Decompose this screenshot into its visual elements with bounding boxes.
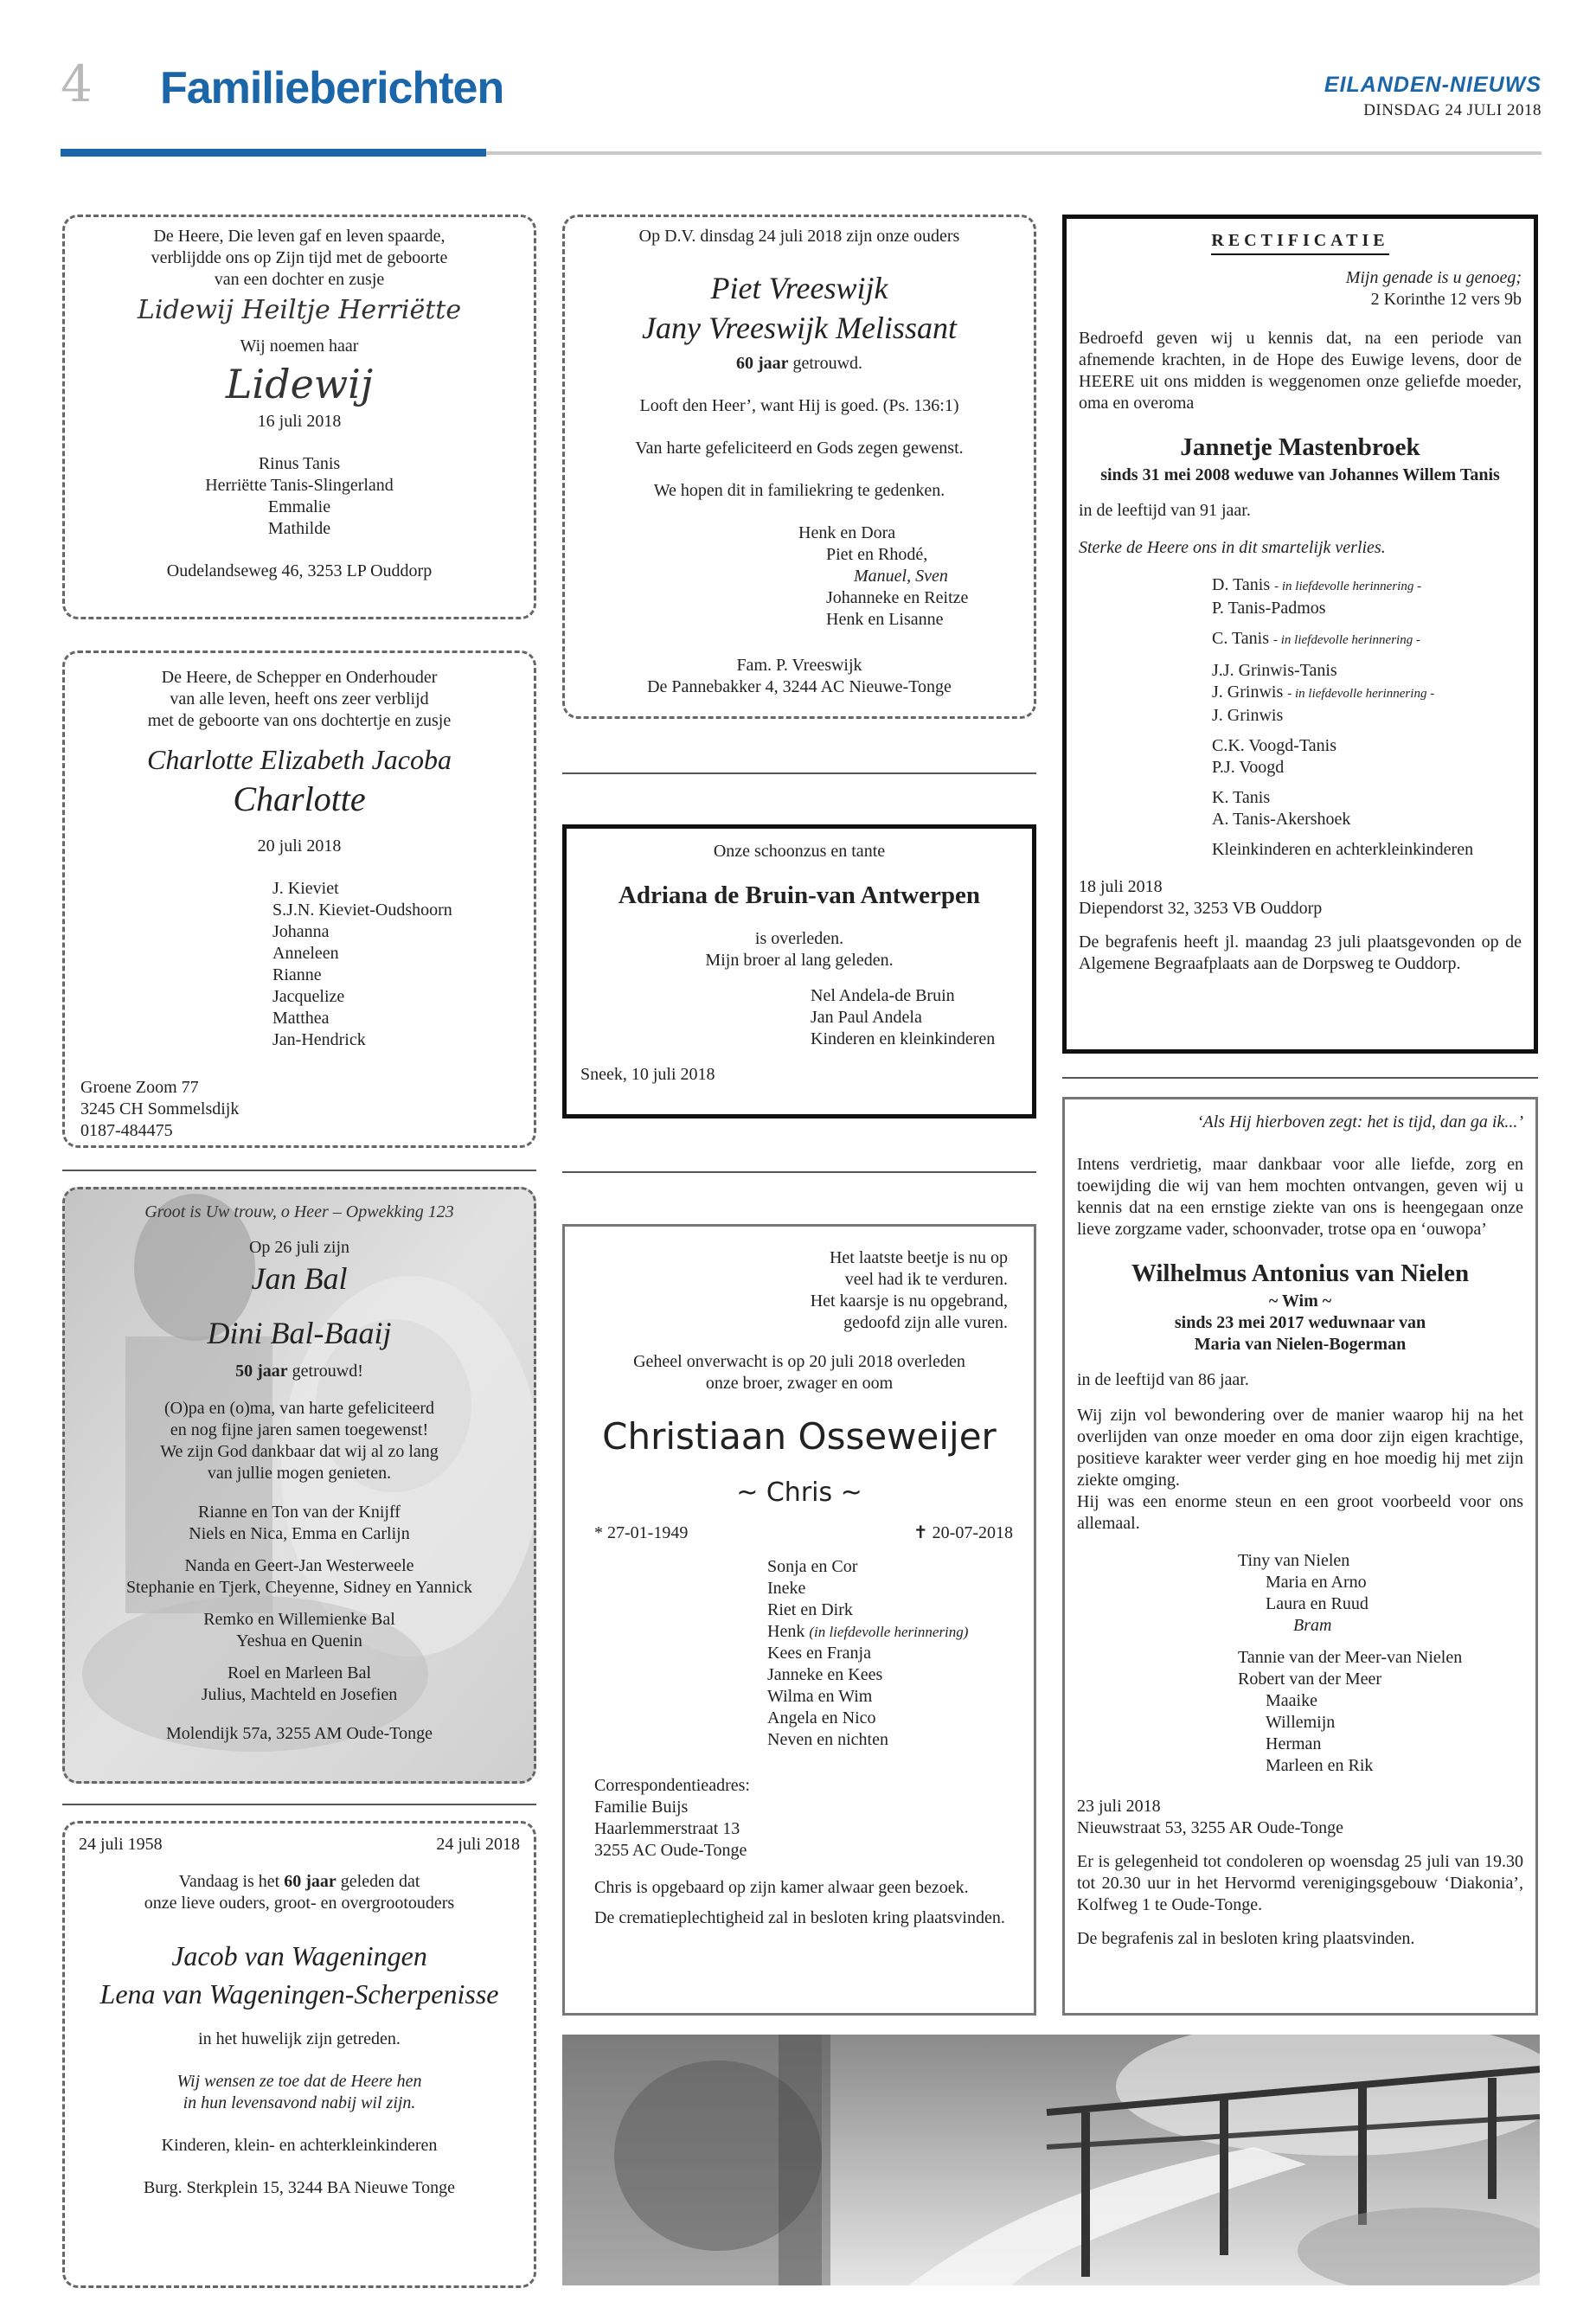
signer: P.J. Voogd xyxy=(1212,758,1285,777)
widow-line: sinds 31 mei 2008 weduwe van Johannes Willem Tanis xyxy=(1100,465,1500,484)
poem-line: veel had ik te verduren. xyxy=(844,1270,1008,1289)
date-left: 24 juli 1958 xyxy=(79,1835,163,1854)
signer: A. Tanis-Akershoek xyxy=(1212,810,1351,829)
obituary-jannetje-rectificatie xyxy=(1062,215,1538,1054)
obituary-adriana xyxy=(562,824,1036,1118)
signer: Laura en Ruud xyxy=(1266,1594,1368,1613)
wish-line: in hun levensavond nabij wil zijn. xyxy=(183,2093,416,2112)
divider xyxy=(62,1170,536,1171)
signer: Nel Andela-de Bruin xyxy=(811,986,955,1005)
death-date: 18 juli 2018 xyxy=(1079,877,1163,896)
intro-line: Onze schoonzus en tante xyxy=(713,842,886,861)
signer: J. Grinwis xyxy=(1212,706,1284,725)
memory-note: - in liefdevolle herinnering - xyxy=(1274,580,1422,593)
divider xyxy=(562,1171,1036,1173)
signer: K. Tanis xyxy=(1212,788,1271,807)
signer: Kees en Franja xyxy=(767,1644,871,1663)
family-line: Niels en Nica, Emma en Carlijn xyxy=(189,1524,410,1543)
signer: Willemijn xyxy=(1266,1713,1336,1732)
signer: Maria en Arno xyxy=(1266,1573,1367,1592)
address-line: Haarlemmerstraat 13 xyxy=(594,1819,740,1838)
deceased-name: Christiaan Osseweijer xyxy=(602,1415,997,1458)
signer: Jan-Hendrick xyxy=(272,1030,366,1049)
years: 60 jaar xyxy=(284,1872,337,1891)
address-line: 3245 CH Sommelsdijk xyxy=(80,1099,240,1118)
signer: Rianne xyxy=(272,965,322,984)
address-line: Groene Zoom 77 xyxy=(80,1078,199,1097)
forest-path-photo xyxy=(562,2035,1540,2285)
address: Burg. Sterkplein 15, 3244 BA Nieuwe Tonge xyxy=(143,2178,456,2197)
wish-line: van jullie mogen genieten. xyxy=(207,1464,392,1483)
signer: Ineke xyxy=(767,1579,806,1598)
signer: Piet en Rhodé, xyxy=(826,545,928,564)
signer: Wilma en Wim xyxy=(767,1687,873,1706)
signer: Jan Paul Andela xyxy=(811,1008,922,1027)
signer: Henk xyxy=(767,1622,805,1641)
signer: Tannie van der Meer-van Nielen xyxy=(1238,1648,1463,1667)
memory-note: - in liefdevolle herinnering - xyxy=(1287,687,1435,701)
years-suffix: getrouwd. xyxy=(788,354,863,373)
widower-line: Maria van Nielen-Bogerman xyxy=(1194,1335,1407,1354)
signer: S.J.N. Kieviet-Oudshoorn xyxy=(272,901,452,920)
signer: Neven en nichten xyxy=(767,1730,888,1749)
poem-line: gedoofd zijn alle vuren. xyxy=(843,1313,1008,1332)
signer: Henk en Dora xyxy=(798,523,896,542)
divider xyxy=(62,1804,536,1805)
wish-line: We zijn God dankbaar dat wij al zo lang xyxy=(160,1442,439,1461)
divider xyxy=(562,772,1036,774)
widower-line: sinds 23 mei 2017 weduwnaar van xyxy=(1174,1313,1426,1332)
family-line: Rianne en Ton van der Knijff xyxy=(198,1503,401,1522)
signer: Riet en Dirk xyxy=(767,1600,853,1619)
signer: J. Grinwis xyxy=(1212,683,1284,702)
birth-date: * 27-01-1949 xyxy=(594,1523,689,1542)
text-line: Mijn broer al lang geleden. xyxy=(705,951,894,970)
death-date: 23 juli 2018 xyxy=(1077,1797,1161,1816)
quote: ‘Als Hij hierboven zegt: het is tijd, dan ga ik...’ xyxy=(1196,1112,1523,1131)
couple-name-1: Jacob van Wageningen xyxy=(171,1940,427,1971)
baby-full-name: Charlotte Elizabeth Jacoba xyxy=(147,744,452,775)
signer: Manuel, Sven xyxy=(854,567,948,586)
wish-line: (O)pa en (o)ma, van harte gefeliciteerd xyxy=(163,1399,435,1418)
date-right: 24 juli 2018 xyxy=(436,1835,520,1854)
place-date: Sneek, 10 juli 2018 xyxy=(580,1065,715,1084)
address: Oudelandseweg 46, 3253 LP Ouddorp xyxy=(166,561,433,580)
address: Diependorst 32, 3253 VB Ouddorp xyxy=(1079,899,1323,918)
signer: Janneke en Kees xyxy=(767,1665,883,1684)
funeral-note: De begrafenis zal in besloten kring plaatsvinden. xyxy=(1077,1929,1415,1948)
intro-text: Vandaag is het xyxy=(178,1872,285,1891)
intro-text: Intens verdrietig, maar dankbaar voor alle liefde, zorg en toewijding die wij van hem mochten ontvangen, geven wij u kennis dat na een ernstige ziekte van ons is heengegaan onze lieve zorgzame vader, schoonvader, trotse opa en ‘ouwopa’ xyxy=(1077,1155,1523,1239)
baby-full-name: Lidewij Heiltje Herriëtte xyxy=(137,295,462,325)
newspaper-logo: EILANDEN-NIEUWS xyxy=(1324,73,1542,97)
address-line: 0187-484475 xyxy=(80,1121,173,1140)
issue-date: DINSDAG 24 JULI 2018 xyxy=(1363,101,1542,119)
intro-line: verblijdde ons op Zijn tijd met de geboorte xyxy=(151,248,448,267)
intro-line: van een dochter en zusje xyxy=(214,270,385,289)
intro-line: Op 26 juli zijn xyxy=(248,1238,350,1257)
signer: Bram xyxy=(1293,1616,1332,1635)
intro-text: Bedroefd geven wij u kennis dat, na een periode van afnemende krachten, in de Hope des Euwige levens, door de HEERE uit ons midden is weggenomen onze geliefde moeder, oma en overoma xyxy=(1079,329,1522,413)
divider xyxy=(1062,1077,1538,1079)
signer: Sonja en Cor xyxy=(767,1557,858,1576)
text: Hij was een enorme steun en een groot voorbeeld voor ons allemaal. xyxy=(1077,1492,1523,1533)
baby-call-name: Lidewij xyxy=(225,361,374,407)
verse-reference: 2 Korinthe 12 vers 9b xyxy=(1370,290,1522,309)
wish-line: Sterke de Heere ons in dit smartelijk verlies. xyxy=(1079,538,1386,557)
text: Wij zijn vol bewondering over de manier waarop hij na het overlijden van onze moeder en oma door zijn eigen krachtige, positieve karakter weer verder ging en hoe moedig hij met zijn ziekte omging. xyxy=(1077,1406,1523,1490)
deceased-name: Jannetje Mastenbroek xyxy=(1180,433,1420,461)
family-line: Remko en Willemienke Bal xyxy=(203,1610,395,1629)
wish-line: Wij wensen ze toe dat de Heere hen xyxy=(176,2072,422,2091)
signer: Rinus Tanis xyxy=(258,454,341,473)
intro-line: onze broer, zwager en oom xyxy=(705,1374,894,1393)
birth-date: 16 juli 2018 xyxy=(257,412,342,431)
obituary-wilhelmus xyxy=(1062,1097,1538,2016)
signer: J. Kieviet xyxy=(272,879,339,898)
funeral-note: De begrafenis heeft jl. maandag 23 juli plaatsgevonden op de Algemene Begraafplaats aan de Dorpsweg te Ouddorp. xyxy=(1079,933,1522,973)
signer: Herman xyxy=(1266,1734,1322,1753)
note: Chris is opgebaard op zijn kamer alwaar geen bezoek. xyxy=(594,1878,969,1897)
address-line: 3255 AC Oude-Tonge xyxy=(594,1841,747,1860)
couple-name-1: Piet Vreeswijk xyxy=(710,271,888,305)
intro-line: Op D.V. dinsdag 24 juli 2018 zijn onze ouders xyxy=(638,227,960,246)
birth-date: 20 juli 2018 xyxy=(257,836,342,856)
address: Molendijk 57a, 3255 AM Oude-Tonge xyxy=(165,1724,433,1743)
signer: Angela en Nico xyxy=(767,1708,876,1727)
page-number: 4 xyxy=(61,54,93,113)
married-line: in het huwelijk zijn getreden. xyxy=(198,2029,401,2048)
poem-line: Het laatste beetje is nu op xyxy=(829,1248,1008,1267)
years: 60 jaar xyxy=(735,354,789,373)
signer: Matthea xyxy=(272,1009,330,1028)
signer: Anneleen xyxy=(272,944,339,963)
years-suffix: getrouwd! xyxy=(287,1362,363,1381)
header-rule xyxy=(486,151,1542,155)
signer: Henk en Lisanne xyxy=(826,610,944,629)
signer: Robert van der Meer xyxy=(1238,1670,1382,1689)
anniversary-bal xyxy=(62,1187,536,1784)
intro-line: Geheel onverwacht is op 20 juli 2018 overleden xyxy=(633,1352,965,1371)
signer: P. Tanis-Padmos xyxy=(1212,599,1326,618)
age-line: in de leeftijd van 86 jaar. xyxy=(1077,1370,1249,1389)
deceased-name: Adriana de Bruin-van Antwerpen xyxy=(618,881,981,909)
address: De Pannebakker 4, 3244 AC Nieuwe-Tonge xyxy=(647,677,952,696)
signer: Mathilde xyxy=(267,519,331,538)
header-rule-accent xyxy=(61,149,486,157)
note: De crematieplechtigheid zal in besloten kring plaatsvinden. xyxy=(594,1908,1005,1927)
intro-line: met de geboorte van ons dochtertje en zusje xyxy=(147,711,452,730)
couple-name-2: Lena van Wageningen-Scherpenisse xyxy=(99,1978,499,2009)
couple-name-2: Jany Vreeswijk Melissant xyxy=(642,311,957,345)
signer: C.K. Voogd-Tanis xyxy=(1212,736,1336,755)
obituary-christiaan xyxy=(562,1224,1036,2016)
signer: Marleen en Rik xyxy=(1266,1756,1374,1775)
intro-line: van alle leven, heeft ons zeer verblijd xyxy=(170,689,429,708)
poem-line: Het kaarsje is nu opgebrand, xyxy=(810,1292,1008,1311)
age-line: in de leeftijd van 91 jaar. xyxy=(1079,501,1251,520)
family-line: Stephanie en Tjerk, Cheyenne, Sidney en Yannick xyxy=(125,1578,473,1597)
nickname: ~ Chris ~ xyxy=(736,1477,862,1508)
text-line: is overleden. xyxy=(754,929,844,948)
intro-line: onze lieve ouders, groot- en overgrootouders xyxy=(144,1894,455,1913)
address-line: Familie Buijs xyxy=(594,1798,689,1817)
couple-name-2: Dini Bal-Baaij xyxy=(207,1316,392,1350)
section-title: Familieberichten xyxy=(160,63,504,113)
signer: C. Tanis xyxy=(1212,629,1270,648)
anniversary-vreeswijk xyxy=(562,215,1036,719)
condolence-note: Er is gelegenheid tot condoleren op woensdag 25 juli van 19.30 tot 20.30 uur in het Hervormd verenigingsgebouw ‘Diakonia’, Kolfweg 1 te Oude-Tonge. xyxy=(1077,1852,1523,1914)
wish-line: We hopen dit in familiekring te gedenken. xyxy=(653,481,945,500)
motto: Groot is Uw trouw, o Heer – Opwekking 123 xyxy=(144,1202,454,1221)
signer: Kinderen, klein- en achterkleinkinderen xyxy=(161,2136,438,2155)
family-line: Yeshua en Quenin xyxy=(236,1631,362,1650)
address: Nieuwstraat 53, 3255 AR Oude-Tonge xyxy=(1077,1818,1343,1837)
signer: Maaike xyxy=(1266,1691,1317,1710)
death-date: ✝ 20-07-2018 xyxy=(913,1523,1013,1542)
intro-line: De Heere, de Schepper en Onderhouder xyxy=(161,668,438,687)
baby-call-name: Charlotte xyxy=(233,779,366,818)
anniversary-van-wageningen xyxy=(62,1821,536,2288)
correspondence-label: Correspondentieadres: xyxy=(594,1776,750,1795)
couple-name-1: Jan Bal xyxy=(251,1261,348,1296)
intro-text: geleden dat xyxy=(336,1872,420,1891)
memory-note: - in liefdevolle herinnering - xyxy=(1273,633,1420,647)
memory-note: (in liefdevolle herinnering) xyxy=(809,1624,969,1640)
signer: Kleinkinderen en achterkleinkinderen xyxy=(1212,840,1474,859)
years: 50 jaar xyxy=(235,1362,288,1381)
call-intro: Wij noemen haar xyxy=(240,336,359,356)
birth-announcement-charlotte xyxy=(62,651,536,1148)
signer: Johanneke en Reitze xyxy=(826,588,969,607)
signer: Kinderen en kleinkinderen xyxy=(811,1029,996,1048)
verse: Mijn genade is u genoeg; xyxy=(1345,268,1522,287)
signer: D. Tanis xyxy=(1212,575,1271,594)
signer: Emmalie xyxy=(267,497,331,516)
signer: J.J. Grinwis-Tanis xyxy=(1212,661,1337,680)
psalm-quote: Looft den Heer’, want Hij is goed. (Ps. 136:1) xyxy=(639,396,959,415)
deceased-name: Wilhelmus Antonius van Nielen xyxy=(1131,1259,1470,1287)
rectificatie-heading: RECTIFICATIE xyxy=(1211,229,1388,255)
family-name: Fam. P. Vreeswijk xyxy=(736,656,862,675)
family-line: Roel en Marleen Bal xyxy=(227,1663,372,1682)
signer: Tiny van Nielen xyxy=(1238,1551,1350,1570)
wish-line: Van harte gefeliciteerd en Gods zegen gewenst. xyxy=(635,439,964,458)
intro-line: De Heere, Die leven gaf en leven spaarde, xyxy=(153,227,445,246)
signer: Johanna xyxy=(272,922,330,941)
birth-announcement-lidewij xyxy=(62,215,536,619)
family-line: Julius, Machteld en Josefien xyxy=(201,1685,398,1704)
signer: Herriëtte Tanis-Slingerland xyxy=(205,476,394,495)
signer: Jacquelize xyxy=(272,987,345,1006)
nickname: ~ Wim ~ xyxy=(1268,1292,1332,1311)
family-line: Nanda en Geert-Jan Westerweele xyxy=(184,1556,414,1575)
wish-line: en nog fijne jaren samen toegewenst! xyxy=(170,1420,429,1439)
